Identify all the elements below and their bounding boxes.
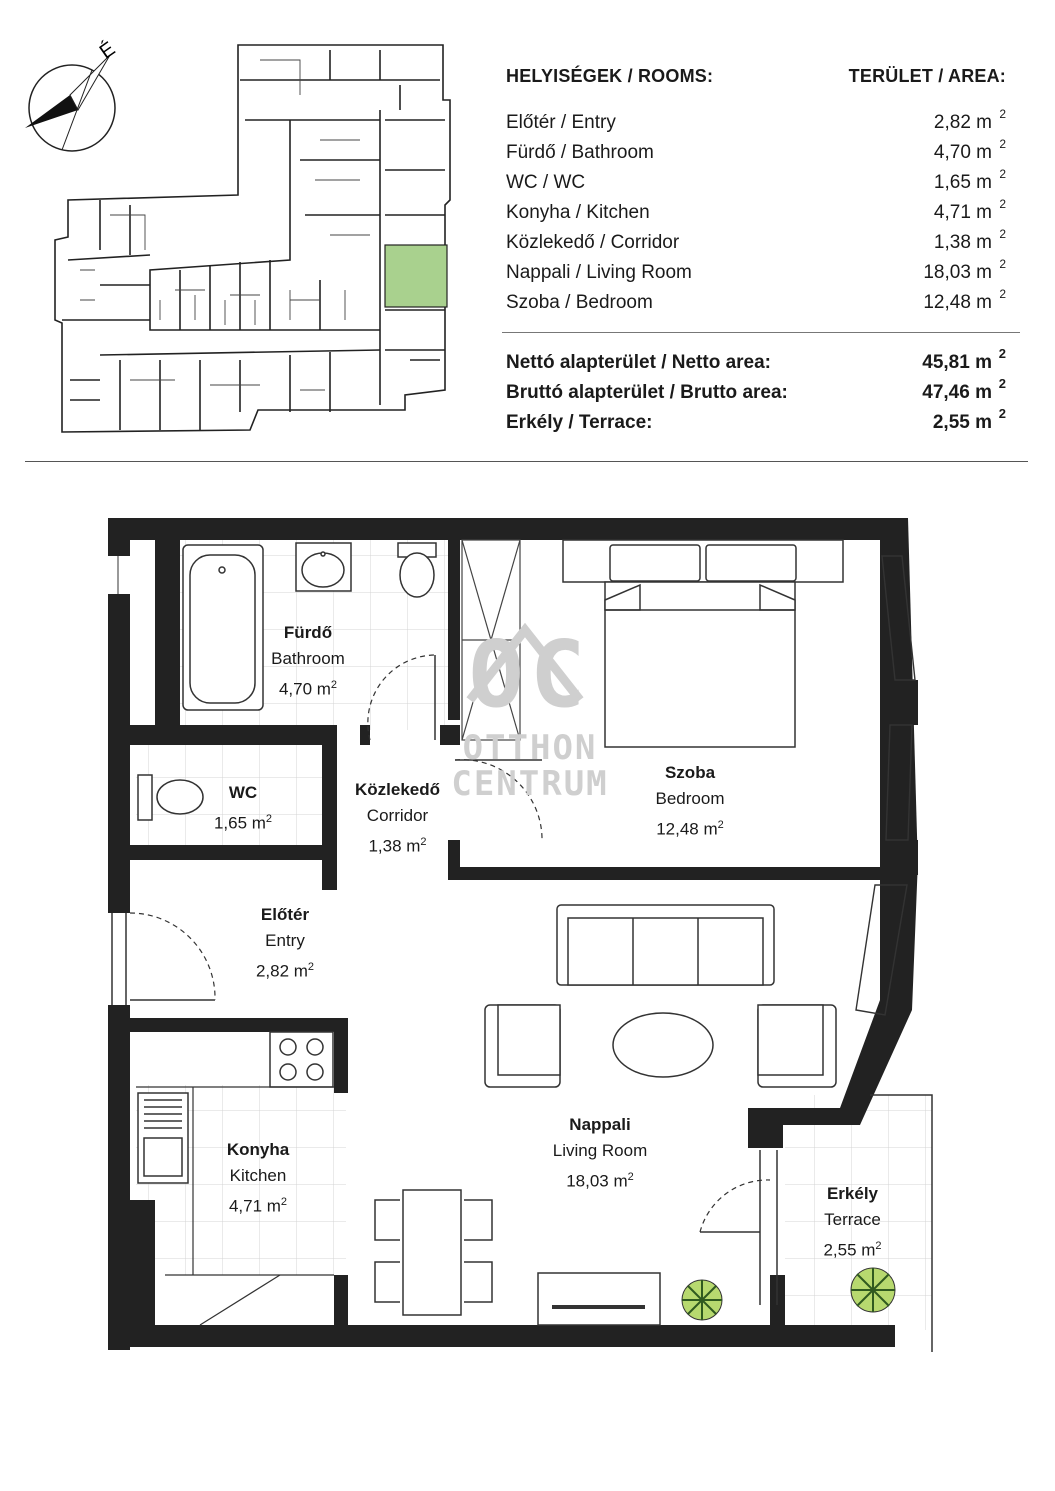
area-header: TERÜLET / AREA: [848, 66, 1006, 86]
room-name: Szoba / Bedroom [506, 292, 653, 313]
armchair-icon [485, 1005, 560, 1087]
room-label-hu: Konyha [226, 1140, 290, 1159]
room-label-konyha [198, 1137, 318, 1220]
room-label-area: 4,70 m [278, 679, 331, 699]
total-name: Erkély / Terrace: [506, 412, 653, 433]
stove-icon [270, 1032, 333, 1087]
toilet-icon [398, 543, 436, 597]
area-unit-sup: 2 [999, 257, 1006, 271]
area-unit-sup: 2 [875, 1240, 882, 1252]
dining-table-icon [375, 1190, 492, 1315]
room-label-erkely [795, 1181, 910, 1264]
area-unit-sup: 2 [307, 961, 315, 973]
room-name: Nappali / Living Room [506, 262, 692, 283]
room-label-area: 2,82 m [255, 961, 308, 981]
room-name: Konyha / Kitchen [506, 202, 650, 223]
room-area: 1,65 m [933, 172, 992, 193]
room-label-en: Living Room [552, 1141, 648, 1160]
room-name: Előtér / Entry [506, 112, 616, 133]
total-area: 47,46 m [922, 382, 992, 403]
room-area: 4,70 m [933, 142, 992, 163]
room-label-hu: Előtér [260, 905, 310, 924]
room-label-en: Corridor [366, 806, 429, 825]
room-label-area: 1,38 m [368, 836, 421, 856]
total-area: 2,55 m [932, 412, 992, 433]
area-unit-sup: 2 [280, 1196, 288, 1208]
area-unit-sup: 2 [999, 167, 1006, 181]
room-area: 2,82 m [933, 112, 992, 133]
watermark-line1: OTTHON [462, 728, 598, 768]
area-unit-sup: 2 [999, 287, 1006, 301]
room-name: Közlekedő / Corridor [506, 232, 680, 253]
room-area: 18,03 m [923, 262, 992, 283]
area-unit-sup: 2 [999, 227, 1006, 241]
room-label-wc [188, 780, 298, 837]
area-unit-sup: 2 [627, 1171, 634, 1183]
kitchen-sink-icon [138, 1093, 188, 1183]
room-label-en: Terrace [824, 1210, 881, 1229]
area-unit-sup: 2 [999, 197, 1006, 211]
room-label-area: 4,71 m [228, 1196, 281, 1216]
rooms-header: HELYISÉGEK / ROOMS: [506, 66, 714, 86]
watermark-mark: OC [468, 621, 592, 728]
area-unit-sup: 2 [420, 836, 427, 848]
area-unit-sup: 2 [717, 819, 724, 831]
room-label-eloter [225, 902, 345, 985]
room-label-hu: Fürdő [283, 623, 333, 642]
room-label-hu: WC [228, 783, 258, 802]
room-label-hu: Erkély [826, 1184, 879, 1203]
area-unit-sup: 2 [330, 679, 338, 691]
room-area: 1,38 m [933, 232, 992, 253]
room-label-area: 18,03 m [566, 1171, 628, 1191]
room-label-hu: Nappali [569, 1115, 631, 1134]
room-label-en: Entry [265, 931, 305, 950]
room-area: 4,71 m [933, 202, 992, 223]
plant-icon [851, 1268, 895, 1312]
room-name: Fürdő / Bathroom [506, 142, 654, 163]
room-label-nappali [535, 1112, 665, 1195]
area-unit-sup: 2 [999, 107, 1006, 121]
area-unit-sup: 2 [998, 376, 1006, 391]
room-label-kozlekedo [335, 777, 460, 860]
total-name: Nettó alapterület / Netto area: [506, 352, 771, 373]
area-unit-sup: 2 [998, 346, 1006, 361]
area-unit-sup: 2 [999, 137, 1006, 151]
sink-icon [296, 543, 351, 591]
room-label-en: Bathroom [271, 649, 345, 668]
coffee-table-icon [613, 1013, 713, 1077]
area-unit-sup: 2 [998, 406, 1006, 421]
armchair-icon [758, 1005, 836, 1087]
total-area: 45,81 m [922, 352, 992, 373]
compass-north-label: É [95, 37, 120, 64]
sofa-icon [557, 905, 774, 985]
plant-icon [682, 1280, 722, 1320]
room-label-en: Bedroom [655, 789, 725, 808]
watermark-line2: CENTRUM [451, 764, 609, 804]
room-label-szoba [630, 760, 750, 843]
room-label-area: 2,55 m [823, 1240, 876, 1260]
room-label-area: 1,65 m [213, 813, 266, 833]
room-label-furdo [248, 620, 368, 703]
watermark [440, 620, 620, 802]
tv-stand-icon [538, 1273, 660, 1325]
room-name: WC / WC [506, 172, 586, 193]
room-label-hu: Közlekedő [354, 780, 441, 799]
room-label-hu: Szoba [664, 763, 716, 782]
total-name: Bruttó alapterület / Brutto area: [506, 382, 788, 403]
area-unit-sup: 2 [265, 813, 273, 825]
room-label-area: 12,48 m [656, 819, 718, 839]
room-label-en: Kitchen [229, 1166, 287, 1185]
room-area: 12,48 m [923, 292, 992, 313]
